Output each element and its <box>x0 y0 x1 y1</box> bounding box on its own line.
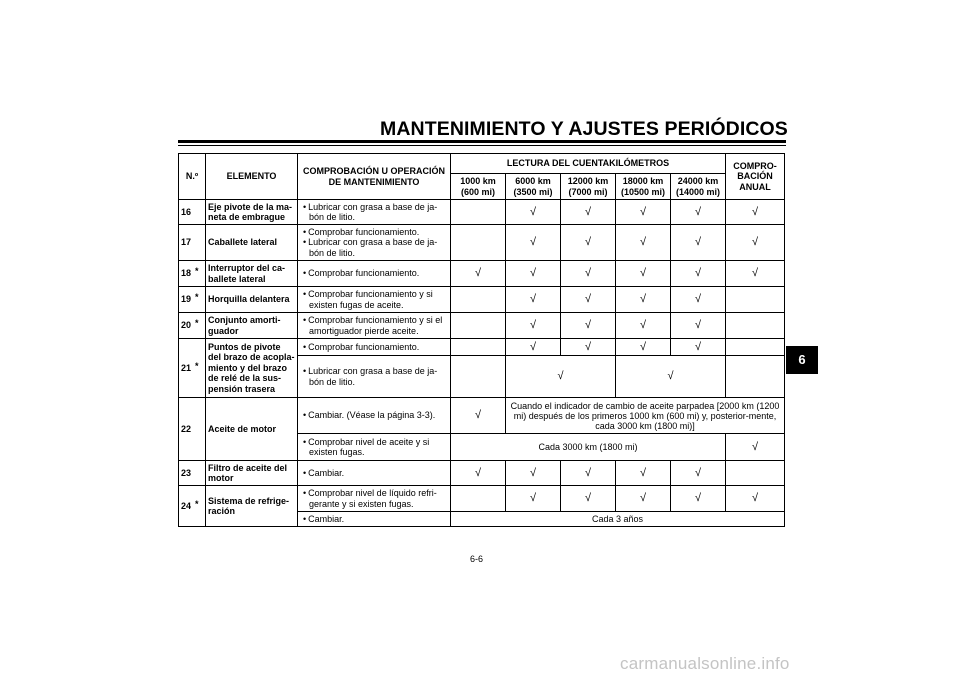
header-element: ELEMENTO <box>206 154 298 200</box>
row-number: 24 * <box>179 486 206 527</box>
row-element: Eje pivote de la ma-neta de embrague <box>206 200 298 225</box>
check-cell: √ <box>561 287 616 313</box>
table-row <box>179 339 785 356</box>
check-cell: √ <box>561 200 616 225</box>
watermark: carmanualsonline.info <box>620 654 790 673</box>
row-operation: • Comprobar funcionamiento. <box>298 261 451 287</box>
check-cell: √ <box>616 461 671 486</box>
header-no: N.º <box>179 154 206 200</box>
check-cell: √ <box>671 261 726 287</box>
check-cell: √ <box>616 339 671 356</box>
check-cell: √ <box>616 225 671 261</box>
row-element: Horquilla delantera <box>206 287 298 313</box>
check-cell: √ <box>616 200 671 225</box>
check-cell <box>451 339 506 356</box>
row-number: 17 <box>179 225 206 261</box>
check-cell: √ <box>451 261 506 287</box>
header-24000km: 24000 km (14000 mi) <box>671 174 726 200</box>
header-odometer: LECTURA DEL CUENTAKILÓMETROS <box>451 154 726 174</box>
row-operation: • Lubricar con grasa a base de ja-bón de litio. <box>298 200 451 225</box>
section-tab: 6 <box>786 346 818 374</box>
row-number: 22 <box>179 398 206 461</box>
interval-note: Cada 3 años <box>451 512 785 527</box>
check-cell: √ <box>726 486 785 512</box>
row-operation: • Cambiar. <box>298 461 451 486</box>
check-cell <box>451 287 506 313</box>
check-cell: √ <box>506 486 561 512</box>
table-row <box>179 261 785 287</box>
check-cell: √ <box>616 356 726 398</box>
check-cell <box>726 339 785 356</box>
interval-note: Cada 3000 km (1800 mi) <box>451 434 726 461</box>
row-element: Aceite de motor <box>206 398 298 461</box>
check-cell <box>726 356 785 398</box>
check-cell: √ <box>726 200 785 225</box>
check-cell: √ <box>671 313 726 339</box>
page-title: MANTENIMIENTO Y AJUSTES PERIÓDICOS <box>380 118 788 140</box>
check-cell <box>726 461 785 486</box>
interval-note: Cuando el indicador de cambio de aceite parpadea [2000 km (1200 mi) después de los primeros 1000 km (600 mi) y, posterior-mente, cada 3000 km (1800 mi)] <box>506 398 785 434</box>
row-number: 18 * <box>179 261 206 287</box>
check-cell <box>451 313 506 339</box>
table-row <box>179 225 785 261</box>
check-cell: √ <box>506 339 561 356</box>
check-cell: √ <box>616 486 671 512</box>
check-cell: √ <box>451 461 506 486</box>
row-operation: • Comprobar funcionamiento. • Lubricar con grasa a base de ja-bón de litio. <box>298 225 451 261</box>
row-number: 23 <box>179 461 206 486</box>
check-cell: √ <box>451 398 506 434</box>
check-cell <box>451 200 506 225</box>
check-cell: √ <box>506 313 561 339</box>
check-cell: √ <box>671 287 726 313</box>
check-cell: √ <box>506 461 561 486</box>
row-operation: • Cambiar. (Véase la página 3-3). <box>298 398 451 434</box>
row-element: Conjunto amorti-guador <box>206 313 298 339</box>
check-cell: √ <box>561 261 616 287</box>
check-cell <box>451 486 506 512</box>
header-6000km: 6000 km (3500 mi) <box>506 174 561 200</box>
check-cell: √ <box>506 287 561 313</box>
check-cell <box>726 313 785 339</box>
row-number: 20 * <box>179 313 206 339</box>
header-annual: COMPRO-BACIÓN ANUAL <box>726 154 785 200</box>
row-number: 16 <box>179 200 206 225</box>
check-cell: √ <box>506 225 561 261</box>
row-operation: • Comprobar funcionamiento y si existen fugas de aceite. <box>298 287 451 313</box>
table-row <box>179 313 785 339</box>
table-row <box>179 200 785 225</box>
table-row <box>179 398 785 434</box>
row-operation: • Comprobar funcionamiento y si el amortiguador pierde aceite. <box>298 313 451 339</box>
row-element: Caballete lateral <box>206 225 298 261</box>
check-cell: √ <box>671 339 726 356</box>
check-cell: √ <box>616 261 671 287</box>
title-rule-thick <box>178 140 786 143</box>
table-row <box>179 461 785 486</box>
check-cell: √ <box>671 225 726 261</box>
check-cell: √ <box>506 356 616 398</box>
page-number: 6-6 <box>470 554 484 564</box>
row-element: Interruptor del ca-ballete lateral <box>206 261 298 287</box>
row-operation: • Cambiar. <box>298 512 451 527</box>
row-element: Filtro de aceite del motor <box>206 461 298 486</box>
check-cell: √ <box>671 200 726 225</box>
row-operation: • Comprobar funcionamiento. <box>298 339 451 356</box>
header-18000km: 18000 km (10500 mi) <box>616 174 671 200</box>
check-cell: √ <box>561 339 616 356</box>
maintenance-table <box>178 153 785 527</box>
check-cell: √ <box>561 225 616 261</box>
check-cell: √ <box>561 486 616 512</box>
check-cell: √ <box>726 225 785 261</box>
check-cell: √ <box>726 434 785 461</box>
header-12000km: 12000 km (7000 mi) <box>561 174 616 200</box>
check-cell <box>726 287 785 313</box>
row-element: Sistema de refrige-ración <box>206 486 298 527</box>
check-cell: √ <box>561 461 616 486</box>
row-number: 19 * <box>179 287 206 313</box>
check-cell: √ <box>726 261 785 287</box>
row-operation: • Comprobar nivel de líquido refri-gerante y si existen fugas. <box>298 486 451 512</box>
check-cell <box>451 225 506 261</box>
table-row <box>179 287 785 313</box>
row-operation: • Comprobar nivel de aceite y si existen fugas. <box>298 434 451 461</box>
check-cell: √ <box>616 313 671 339</box>
check-cell: √ <box>616 287 671 313</box>
check-cell: √ <box>506 261 561 287</box>
row-operation: • Lubricar con grasa a base de ja-bón de litio. <box>298 356 451 398</box>
header-1000km: 1000 km (600 mi) <box>451 174 506 200</box>
check-cell: √ <box>671 486 726 512</box>
check-cell: √ <box>671 461 726 486</box>
check-cell: √ <box>561 313 616 339</box>
title-rule-thin <box>178 145 786 146</box>
row-element: Puntos de pivote del brazo de acopla-miento y del brazo de relé de la sus-pensión trasera <box>206 339 298 398</box>
header-operation: COMPROBACIÓN U OPERACIÓN DE MANTENIMIENTO <box>298 154 451 200</box>
check-cell <box>451 356 506 398</box>
check-cell: √ <box>506 200 561 225</box>
table-row <box>179 486 785 512</box>
row-number: 21 * <box>179 339 206 398</box>
